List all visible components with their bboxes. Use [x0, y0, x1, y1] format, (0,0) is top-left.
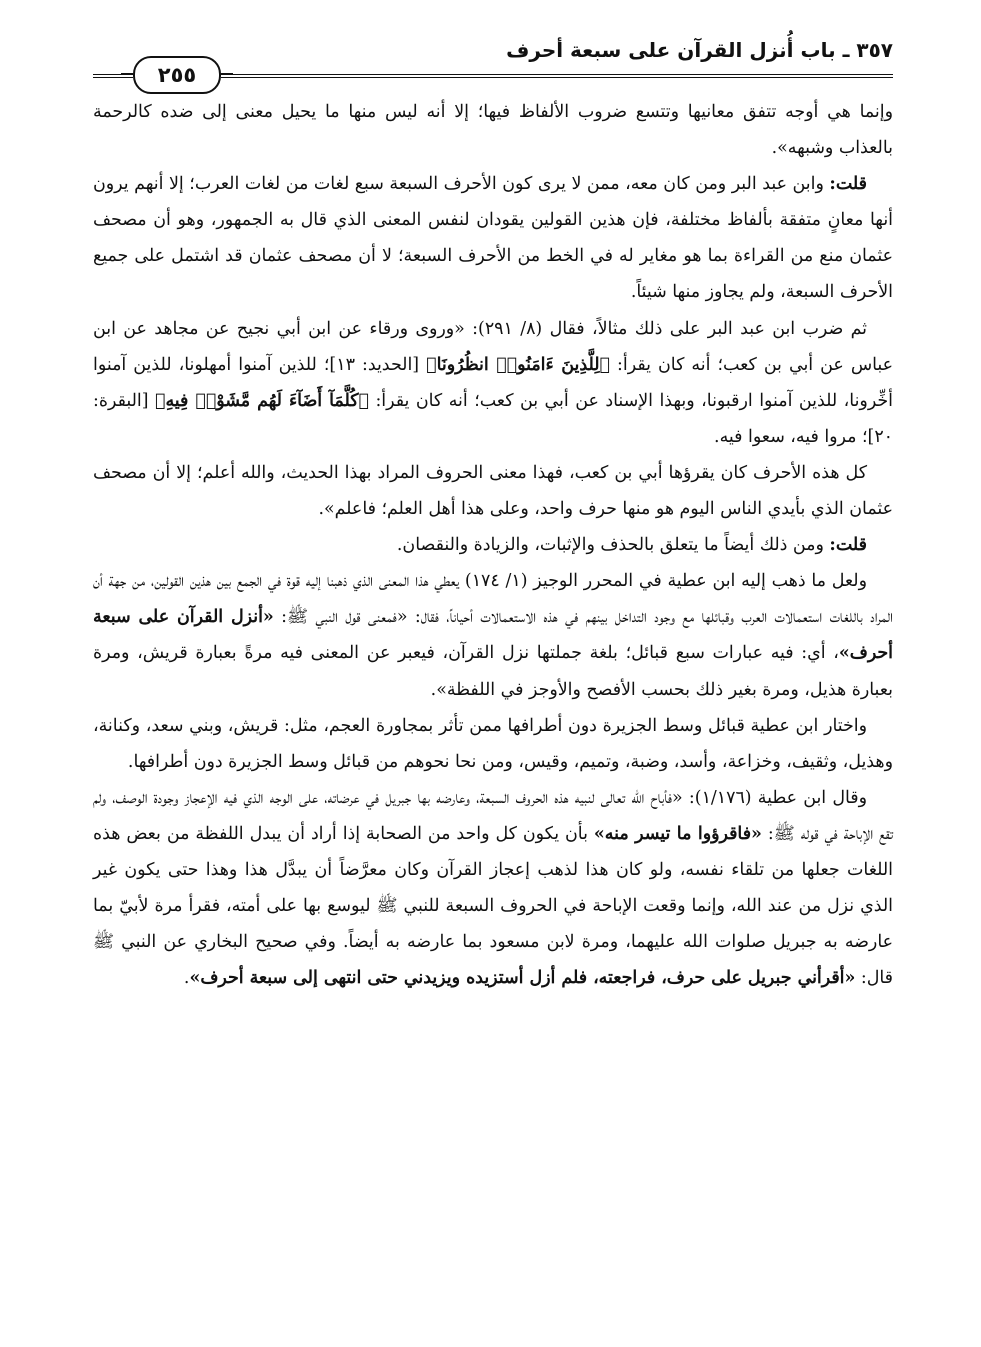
paragraph: قلت: وابن عبد البر ومن كان معه، ممن لا يرى كون الأحرف السبعة سبع لغات من لغات العرب؛ إلا أنهم يرون أنها معانٍ متفقة بألفاظ مختلفة، فإن هذين القولين يقودان لنفس المعنى الذي قال به الجمهور، وهو أن مصحف عثمان منع من القراءة بما هو مغاير له في الخط من الأحرف السبعة؛ لا أن مصحف عثمان قد اشتمل على جميع الأحرف السبعة، ولم يجاوز منها شيئاً.: [93, 174, 893, 303]
badge-ornament-left: [121, 73, 133, 75]
quran-verse: ﴿لِلَّذِينَ ءَامَنُوا۟ انظُرُونَا﴾: [426, 354, 610, 375]
hadith-quote: «أقرأني جبريل على حرف، فراجعته، فلم أزل أستزيده ويزيدني حتى انتهى إلى سبعة أحرف»: [189, 968, 856, 989]
paragraph: وإنما هي أوجه تتفق معانيها وتتسع ضروب الألفاظ فيها؛ إلا أنه ليس منها ما يحيل معنى إلى ضده كالرحمة بالعذاب وشبهه».: [93, 102, 893, 159]
paragraph: وقال ابن عطية (١/١٧٦): «فأباح الله تعالى لنبيه هذه الحروف السبعة، وعارضه بها جبريل في عرضاته، على الوجه الذي فيه الإعجاز وجودة الوصف، ولم تقع الإباحة في قوله ﷺ: «فاقرؤوا ما تيسر منه» بأن يكون كل واحد من الصحابة إذا أراد أن يبدل اللفظة من بعض هذه اللغات جعلها من تلقاء نفسه، ولو كان هذا لذهب إعجاز القرآن وكان معرَّضاً أن يبدَّل هذا وهذا حتى يكون غير الذي نزل من عند الله، وإنما وقعت الإباحة في الحروف السبعة للنبي ﷺ ليوسع بها على أمته، فقرأ مرة لأبيّ بما عارضه به جبريل صلوات الله عليهما، ومرة لابن مسعود بما عارضه به أيضاً. وفي صحيح البخاري عن النبي ﷺ قال: «أقرأني جبريل على حرف، فراجعته، فلم أزل أستزيده ويزيدني حتى انتهى إلى سبعة أحرف».: [93, 787, 893, 989]
qult-label: قلت:: [829, 174, 867, 195]
quran-verse: ﴿كُلَّمَآ أَضَآءَ لَهُم مَّشَوْا۟ فِيهِ﴾: [155, 390, 369, 411]
paragraph: كل هذه الأحرف كان يقرؤها أبي بن كعب، فهذا معنى الحروف المراد بهذا الحديث، والله أعلم؛ إلا أن مصحف عثمان الذي بأيدي الناس اليوم هو منها حرف واحد، وعلى هذا أهل العلم؛ فاعلم».: [93, 462, 893, 520]
paragraph: ولعل ما ذهب إليه ابن عطية في المحرر الوجيز (١/ ١٧٤) يعطي هذا المعنى الذي ذهبنا إليه قوة في الجمع بين هذين القولين، من جهة أن المراد باللغات استعمالات العرب وقبائلها مع وجود التداخل بينهم في هذه الاستعمالات أحياناً، فقال: «فمعنى قول النبي ﷺ: «أنزل القرآن على سبعة أحرف»، أي: فيه عبارات سبع قبائل؛ بلغة جملتها نزل القرآن، فيعبر عن المعنى فيه مرةً بعبارة قريش، ومرة بعبارة هذيل، ومرة بغير ذلك بحسب الأفصح والأوجز في اللفظة».: [93, 571, 893, 700]
body-text: [93, 94, 893, 996]
page-header: [93, 30, 893, 94]
paragraph: واختار ابن عطية قبائل وسط الجزيرة دون أطرافها ممن تأثر بمجاورة العجم، مثل: قريش، وبني سعد، وكنانة، وهذيل، وثقيف، وخزاعة، وأسد، وضبة، وتميم، وقيس، ومن نحا نحوهم من قبائل وسط الجزيرة دون أطرافها.: [93, 715, 893, 772]
hadith-quote: «فاقرؤوا ما تيسر منه»: [593, 823, 762, 844]
chapter-title: ٣٥٧ ـ باب أُنزل القرآن على سبعة أحرف: [506, 38, 893, 62]
badge-ornament-right: [221, 73, 233, 75]
paragraph: ثم ضرب ابن عبد البر على ذلك مثالاً، فقال (٨/ ٢٩١): «وروى ورقاء عن ابن أبي نجيح عن مجاهد عن ابن عباس عن أبي بن كعب؛ أنه كان يقرأ: ﴿لِلَّذِينَ ءَامَنُوا۟ انظُرُونَا﴾ [الحديد: ١٣]؛ للذين آمنوا أمهلونا، للذين آمنوا أخِّرونا، للذين آمنوا ارقبونا، وبهذا الإسناد عن أبي بن كعب؛ أنه كان يقرأ: ﴿كُلَّمَآ أَضَآءَ لَهُم مَّشَوْا۟ فِيهِ﴾ [البقرة: ٢٠]؛ مروا فيه، سعوا فيه.: [93, 318, 894, 447]
page-number: ٢٥٥: [133, 56, 221, 94]
hadith-quote: «أنزل القرآن على سبعة أحرف»: [93, 607, 893, 664]
qult-label: قلت:: [829, 535, 867, 556]
page-number-badge: [133, 56, 221, 94]
paragraph: قلت: ومن ذلك أيضاً ما يتعلق بالحذف والإثبات، والزيادة والنقصان.: [396, 535, 867, 556]
